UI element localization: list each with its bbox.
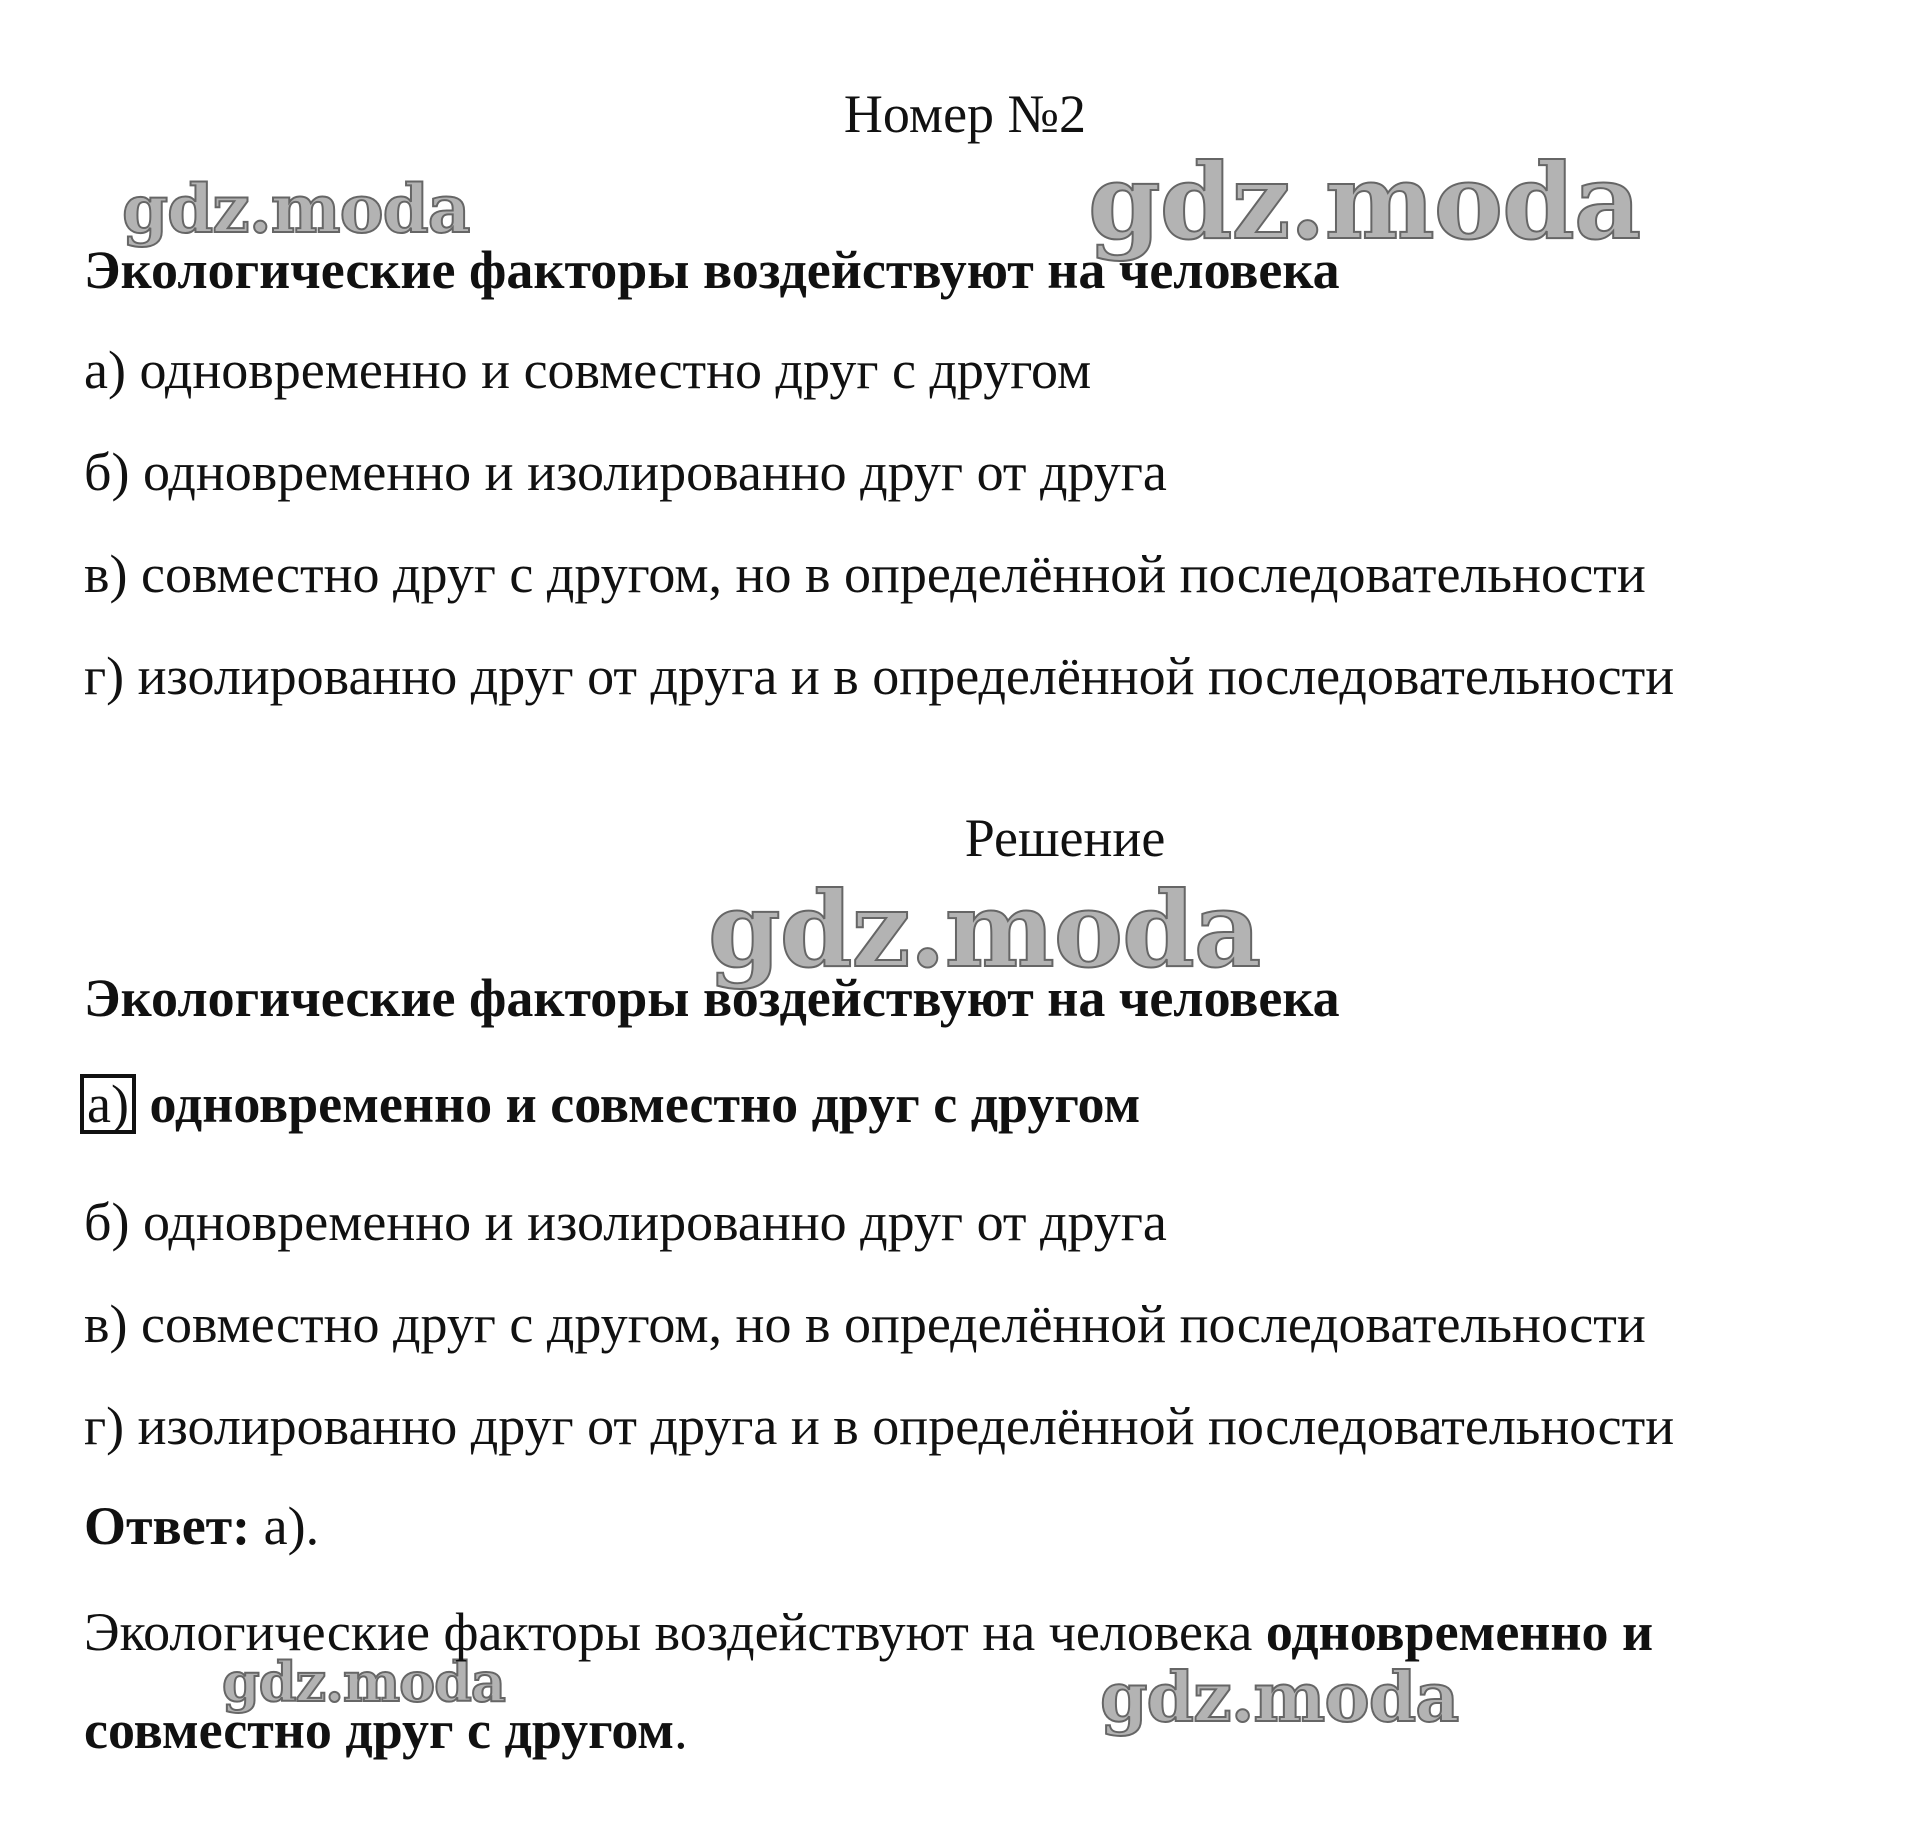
answer-line (84, 1496, 319, 1556)
solution-selected-option (84, 1074, 1140, 1134)
conclusion-bold-2: совместно друг с другом (84, 1700, 675, 1760)
watermark-logo: gdz.moda (1088, 140, 1641, 263)
conclusion-plain: Экологические факторы воздействуют на человека (84, 1602, 1266, 1662)
solution-prompt: Экологические факторы воздействуют на человека (84, 968, 1340, 1028)
selected-option-text: одновременно и совместно друг с другом (135, 1074, 1141, 1134)
question-option-a: а) одновременно и совместно друг с другом (84, 340, 1092, 400)
answer-value: а). (250, 1496, 320, 1556)
question-prompt: Экологические факторы воздействуют на человека (84, 240, 1340, 300)
solution-heading: Решение (964, 808, 1166, 868)
question-option-v: в) совместно друг с другом, но в определённой последовательности (84, 544, 1646, 604)
question-number: Номер №2 (843, 84, 1087, 144)
conclusion-line-1 (84, 1602, 1653, 1662)
watermark-logo: gdz.moda (122, 170, 470, 248)
question-option-b: б) одновременно и изолированно друг от друга (84, 442, 1167, 502)
solution-option-b: б) одновременно и изолированно друг от друга (84, 1192, 1167, 1252)
answer-label: Ответ: (84, 1496, 251, 1556)
solution-option-g: г) изолированно друг от друга и в определённой последовательности (84, 1396, 1675, 1456)
selected-marker-box: а) (80, 1074, 136, 1134)
question-option-g: г) изолированно друг от друга и в определённой последовательности (84, 646, 1675, 706)
watermark-logo: gdz.moda (1100, 1658, 1459, 1738)
watermark-logo: gdz.moda (222, 1650, 505, 1714)
conclusion-end: . (674, 1700, 688, 1760)
conclusion-line-2 (84, 1700, 688, 1760)
solution-option-v: в) совместно друг с другом, но в определённой последовательности (84, 1294, 1646, 1354)
watermark-logo: gdz.moda (708, 868, 1261, 991)
conclusion-bold-1: одновременно и (1265, 1602, 1654, 1662)
